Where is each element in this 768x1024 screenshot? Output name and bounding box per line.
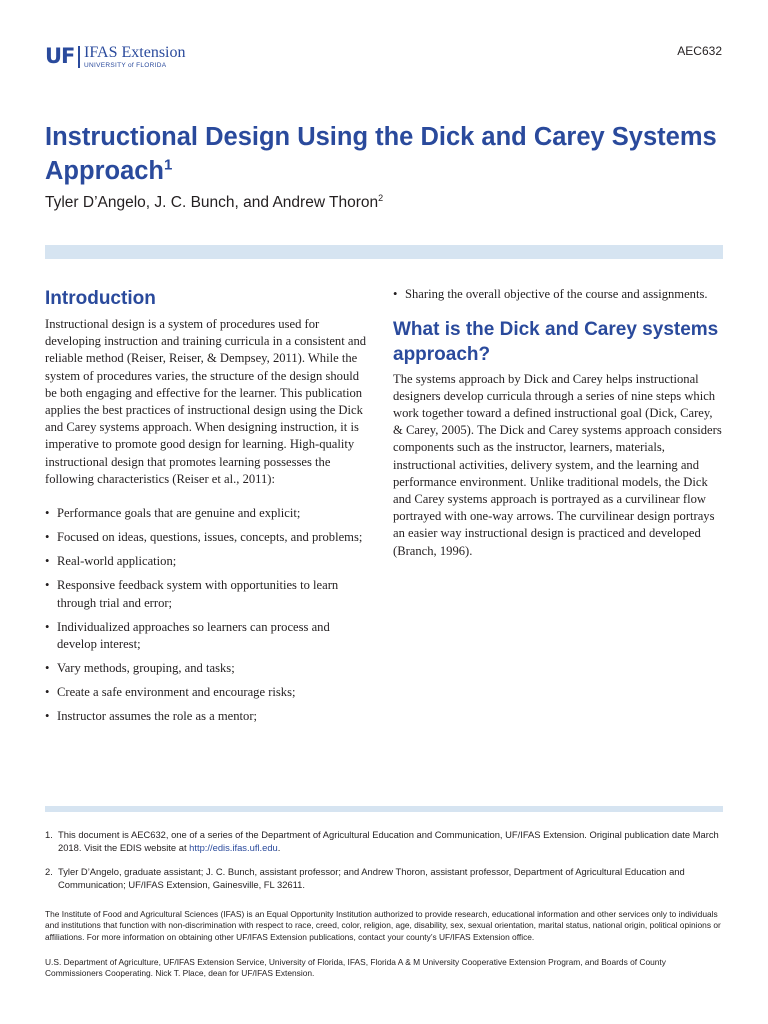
continued-list: [393, 286, 724, 304]
list-item: [45, 660, 369, 678]
list-item-text: Individualized approaches so learners can process and develop interest;: [57, 619, 330, 652]
list-item-text: Create a safe environment and encourage risks;: [57, 685, 296, 700]
introduction-heading: Introduction: [45, 288, 156, 309]
header-divider-band: [45, 245, 723, 259]
systems-approach-paragraph: The systems approach by Dick and Carey helps instructional designers develop curricula through a series of nine steps which work together toward a defined instructional goal (Dick, Carey, & Carey, 2005). The Dick and Carey systems approach considers components such as the instructor, learners, materials, instructional activities, delivery system, and the learning and performance environment. Unlike traditional models, the Dick and Carey systems approach is portrayed as a curvilinear flow portrayed with one-way arrows. The curvilinear design portrays an easier way instructional design is practiced and developed (Branch, 1996).: [393, 371, 722, 558]
bullet-marker: •: [45, 709, 50, 724]
list-item: [45, 529, 369, 547]
bullet-marker: •: [45, 578, 50, 593]
list-item: [45, 553, 369, 571]
page-title: [45, 120, 725, 188]
introduction-paragraph: Instructional design is a system of procedures used for developing instruction and training curricula in a consistent and reliable method (Reiser, Reiser, & Dempsey, 2011). While the system of procedures varies, the structure of the design should be both engaging and effective for the learner. This publication applies the best practices of instructional design using the Dick and Carey systems approach. When designing instruction, it is imperative to promote good design for learning. High-quality instructional design that promotes learning possesses the following characteristics (Reiser et al., 2011):: [45, 317, 367, 486]
list-item-text: Performance goals that are genuine and explicit;: [57, 506, 301, 521]
characteristics-list: [45, 505, 369, 726]
title-text: Instructional Design Using the Dick and Carey Systems Approach: [45, 123, 717, 185]
bullet-marker: •: [45, 619, 50, 634]
edis-website-link[interactable]: http://edis.ifas.ufl.edu: [189, 841, 278, 853]
list-item: [45, 708, 369, 726]
footnote-number: 1.: [45, 829, 53, 840]
footnote-text: Tyler D’Angelo, graduate assistant; J. C. Bunch, assistant professor; and Andrew Thoron, assistant professor, Department of Agricultural Education and Communication; UF/IFAS Extension, Gainesville, FL 32611.: [58, 866, 685, 890]
list-item-text: Real-world application;: [57, 554, 177, 569]
logo-brand-text: IFAS Extension: [84, 44, 186, 61]
authors-text: Tyler D’Angelo, J. C. Bunch, and Andrew Thoron: [45, 194, 379, 211]
list-item-text: Focused on ideas, questions, issues, concepts, and problems;: [57, 530, 363, 545]
list-item-text: Instructor assumes the role as a mentor;: [57, 709, 258, 724]
bullet-marker: •: [45, 506, 50, 521]
footnote-2: [45, 866, 725, 891]
list-item: [45, 577, 369, 612]
document-code: AEC632: [677, 44, 722, 58]
list-item-text: Sharing the overall objective of the course and assignments.: [405, 287, 708, 301]
authors-footnote-marker: 2: [378, 192, 384, 203]
footnote-end: .: [277, 841, 281, 853]
logo-university-text: UNIVERSITY of FLORIDA: [84, 62, 167, 69]
footnote-1: [45, 829, 725, 854]
title-footnote-marker: 1: [164, 156, 173, 174]
equal-opportunity-statement: The Institute of Food and Agricultural Sciences (IFAS) is an Equal Opportunity Institution authorized to provide research, educational information and other services only to individuals and institutions that function with non-discrimination with respect to race, creed, color, religion, age, disability, sex, sexual orientation, marital status, national origin, political opinions or affiliations. For more information on obtaining other UF/IFAS Extension publications, contact your county’s UF/IFAS Extension office.: [45, 909, 721, 942]
logo-divider: [78, 46, 80, 68]
left-column: [45, 286, 369, 732]
bullet-marker: •: [45, 685, 50, 700]
authors-line: [45, 194, 383, 212]
bullet-marker: •: [45, 661, 50, 676]
bullet-marker: •: [45, 530, 50, 545]
bullet-marker: •: [45, 554, 50, 569]
uf-logo-mark: UF: [45, 44, 75, 68]
footnote-number: 2.: [45, 866, 53, 877]
list-item-text: Vary methods, grouping, and tasks;: [57, 661, 235, 676]
right-column: [393, 286, 724, 560]
list-item: [393, 286, 724, 304]
footnote-divider: [45, 806, 723, 812]
footnote-text: This document is AEC632, one of a series of the Department of Agricultural Education and Communication, UF/IFAS Extension. Original publication date March 2018. Visit the EDIS website at: [58, 829, 719, 853]
bullet-marker: •: [393, 287, 398, 301]
systems-approach-heading: What is the Dick and Carey systems approach?: [393, 318, 719, 365]
cooperative-extension-statement: U.S. Department of Agriculture, UF/IFAS Extension Service, University of Florida, IFAS, Florida A & M University Cooperative Extension Program, and Boards of County Commissioners Cooperating. Nick T. Place, dean for UF/IFAS Extension.: [45, 957, 666, 979]
list-item: [45, 619, 369, 654]
list-item-text: Responsive feedback system with opportunities to learn through trial and error;: [57, 578, 339, 610]
list-item: [45, 684, 369, 702]
list-item: [45, 505, 369, 523]
